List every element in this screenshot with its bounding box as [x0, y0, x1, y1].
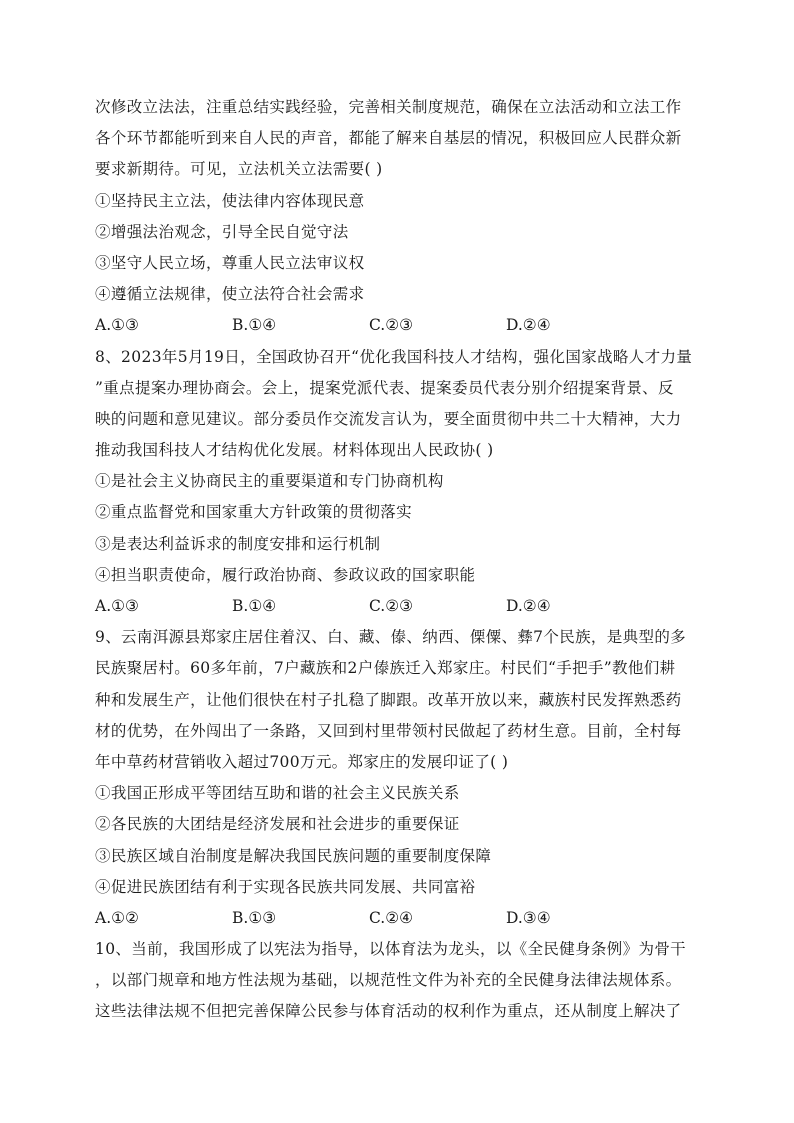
option-d: D.②④ [506, 597, 551, 615]
option-d: D.②④ [506, 316, 551, 335]
question-8 [95, 342, 695, 623]
question-text-line: 次修改立法法，注重总结实践经验，完善相关制度规范，确保在立法活动和立法工作 [95, 98, 682, 116]
answer-options [95, 591, 695, 622]
option-b: B.①④ [232, 316, 277, 335]
statement-4: ④担当职责使命，履行政治协商、参政议政的国家职能 [95, 565, 476, 584]
statement-3: ③民族区域自治制度是解决我国民族问题的重要制度保障 [95, 846, 492, 865]
option-c: C.②③ [369, 316, 414, 335]
question-text-line: 映的问题和意见建议。部分委员作交流发言认为，要全面贯彻中共二十大精神，大力 [95, 409, 682, 428]
statement-4: ④促进民族团结有利于实现各民族共同发展、共同富裕 [95, 877, 476, 896]
question-text-line: 年中草药材营销收入超过700万元。郑家庄的发展印证了( ) [95, 752, 509, 771]
option-b: B.①③ [232, 908, 277, 927]
question-10 [95, 934, 695, 1028]
statement-2: ②增强法治观念，引导全民自觉守法 [95, 222, 349, 241]
question-text-line: 推动我国科技人才结构优化发展。材料体现出人民政协( ) [95, 441, 494, 460]
option-b: B.①④ [232, 597, 277, 615]
question-text-line: ”重点提案办理协商会。会上，提案党派代表、提案委员代表分别介绍提案背景、反 [95, 378, 674, 397]
question-text-line: 9、云南洱源县郑家庄居住着汉、白、藏、傣、纳西、傈僳、彝7个民族，是典型的多 [95, 628, 687, 647]
answer-options [95, 903, 695, 934]
option-a: A.①③ [95, 597, 139, 615]
question-text-line: 各个环节都能听到来自人民的声音，都能了解来自基层的情况，积极回应人民群众新 [95, 129, 682, 148]
statement-1: ①我国正形成平等团结互助和谐的社会主义民族关系 [95, 784, 460, 803]
question-text-line: 10、当前，我国形成了以宪法为指导，以体育法为龙头，以《全民健身条例》为骨干 [95, 940, 687, 959]
option-a: A.①③ [95, 316, 139, 335]
option-d: D.③④ [506, 908, 551, 927]
statement-3: ③是表达利益诉求的制度安排和运行机制 [95, 534, 381, 553]
question-9 [95, 622, 695, 934]
question-text-line: 要求新期待。可见，立法机关立法需要( ) [95, 160, 383, 179]
statement-2: ②各民族的大团结是经济发展和社会进步的重要保证 [95, 815, 460, 834]
question-text-line: 民族聚居村。60多年前，7户藏族和2户傣族迁入郑家庄。村民们“手把手”教他们耕 [95, 659, 676, 678]
statement-1: ①坚持民主立法，使法律内容体现民意 [95, 191, 365, 210]
statement-1: ①是社会主义协商民主的重要渠道和专门协商机构 [95, 472, 444, 491]
answer-options [95, 310, 695, 341]
statement-4: ④遵循立法规律，使立法符合社会需求 [95, 285, 365, 304]
question-7-continued [95, 92, 695, 342]
exam-page [95, 92, 695, 1028]
statement-2: ②重点监督党和国家重大方针政策的贯彻落实 [95, 503, 413, 522]
question-text-line: ，以部门规章和地方性法规为基础，以规范性文件为补充的全民健身法律法规体系。 [95, 971, 682, 990]
question-text-line: 材的优势，在外闯出了一条路，又回到村里带领村民做起了药材生意。目前，全村每 [95, 721, 682, 740]
option-c: C.②④ [369, 908, 414, 927]
statement-3: ③坚守人民立场，尊重人民立法审议权 [95, 253, 365, 272]
question-text-line: 8、2023年5月19日，全国政协召开“优化我国科技人才结构，强化国家战略人才力量 [95, 347, 693, 366]
option-a: A.①② [95, 908, 139, 927]
question-text-line: 种和发展生产，让他们很快在村子扎稳了脚跟。改革开放以来，藏族村民发挥熟悉药 [95, 690, 682, 709]
question-text-line: 这些法律法规不但把完善保障公民参与体育活动的权利作为重点，还从制度上解决了 [95, 1002, 682, 1021]
option-c: C.②③ [369, 597, 414, 615]
